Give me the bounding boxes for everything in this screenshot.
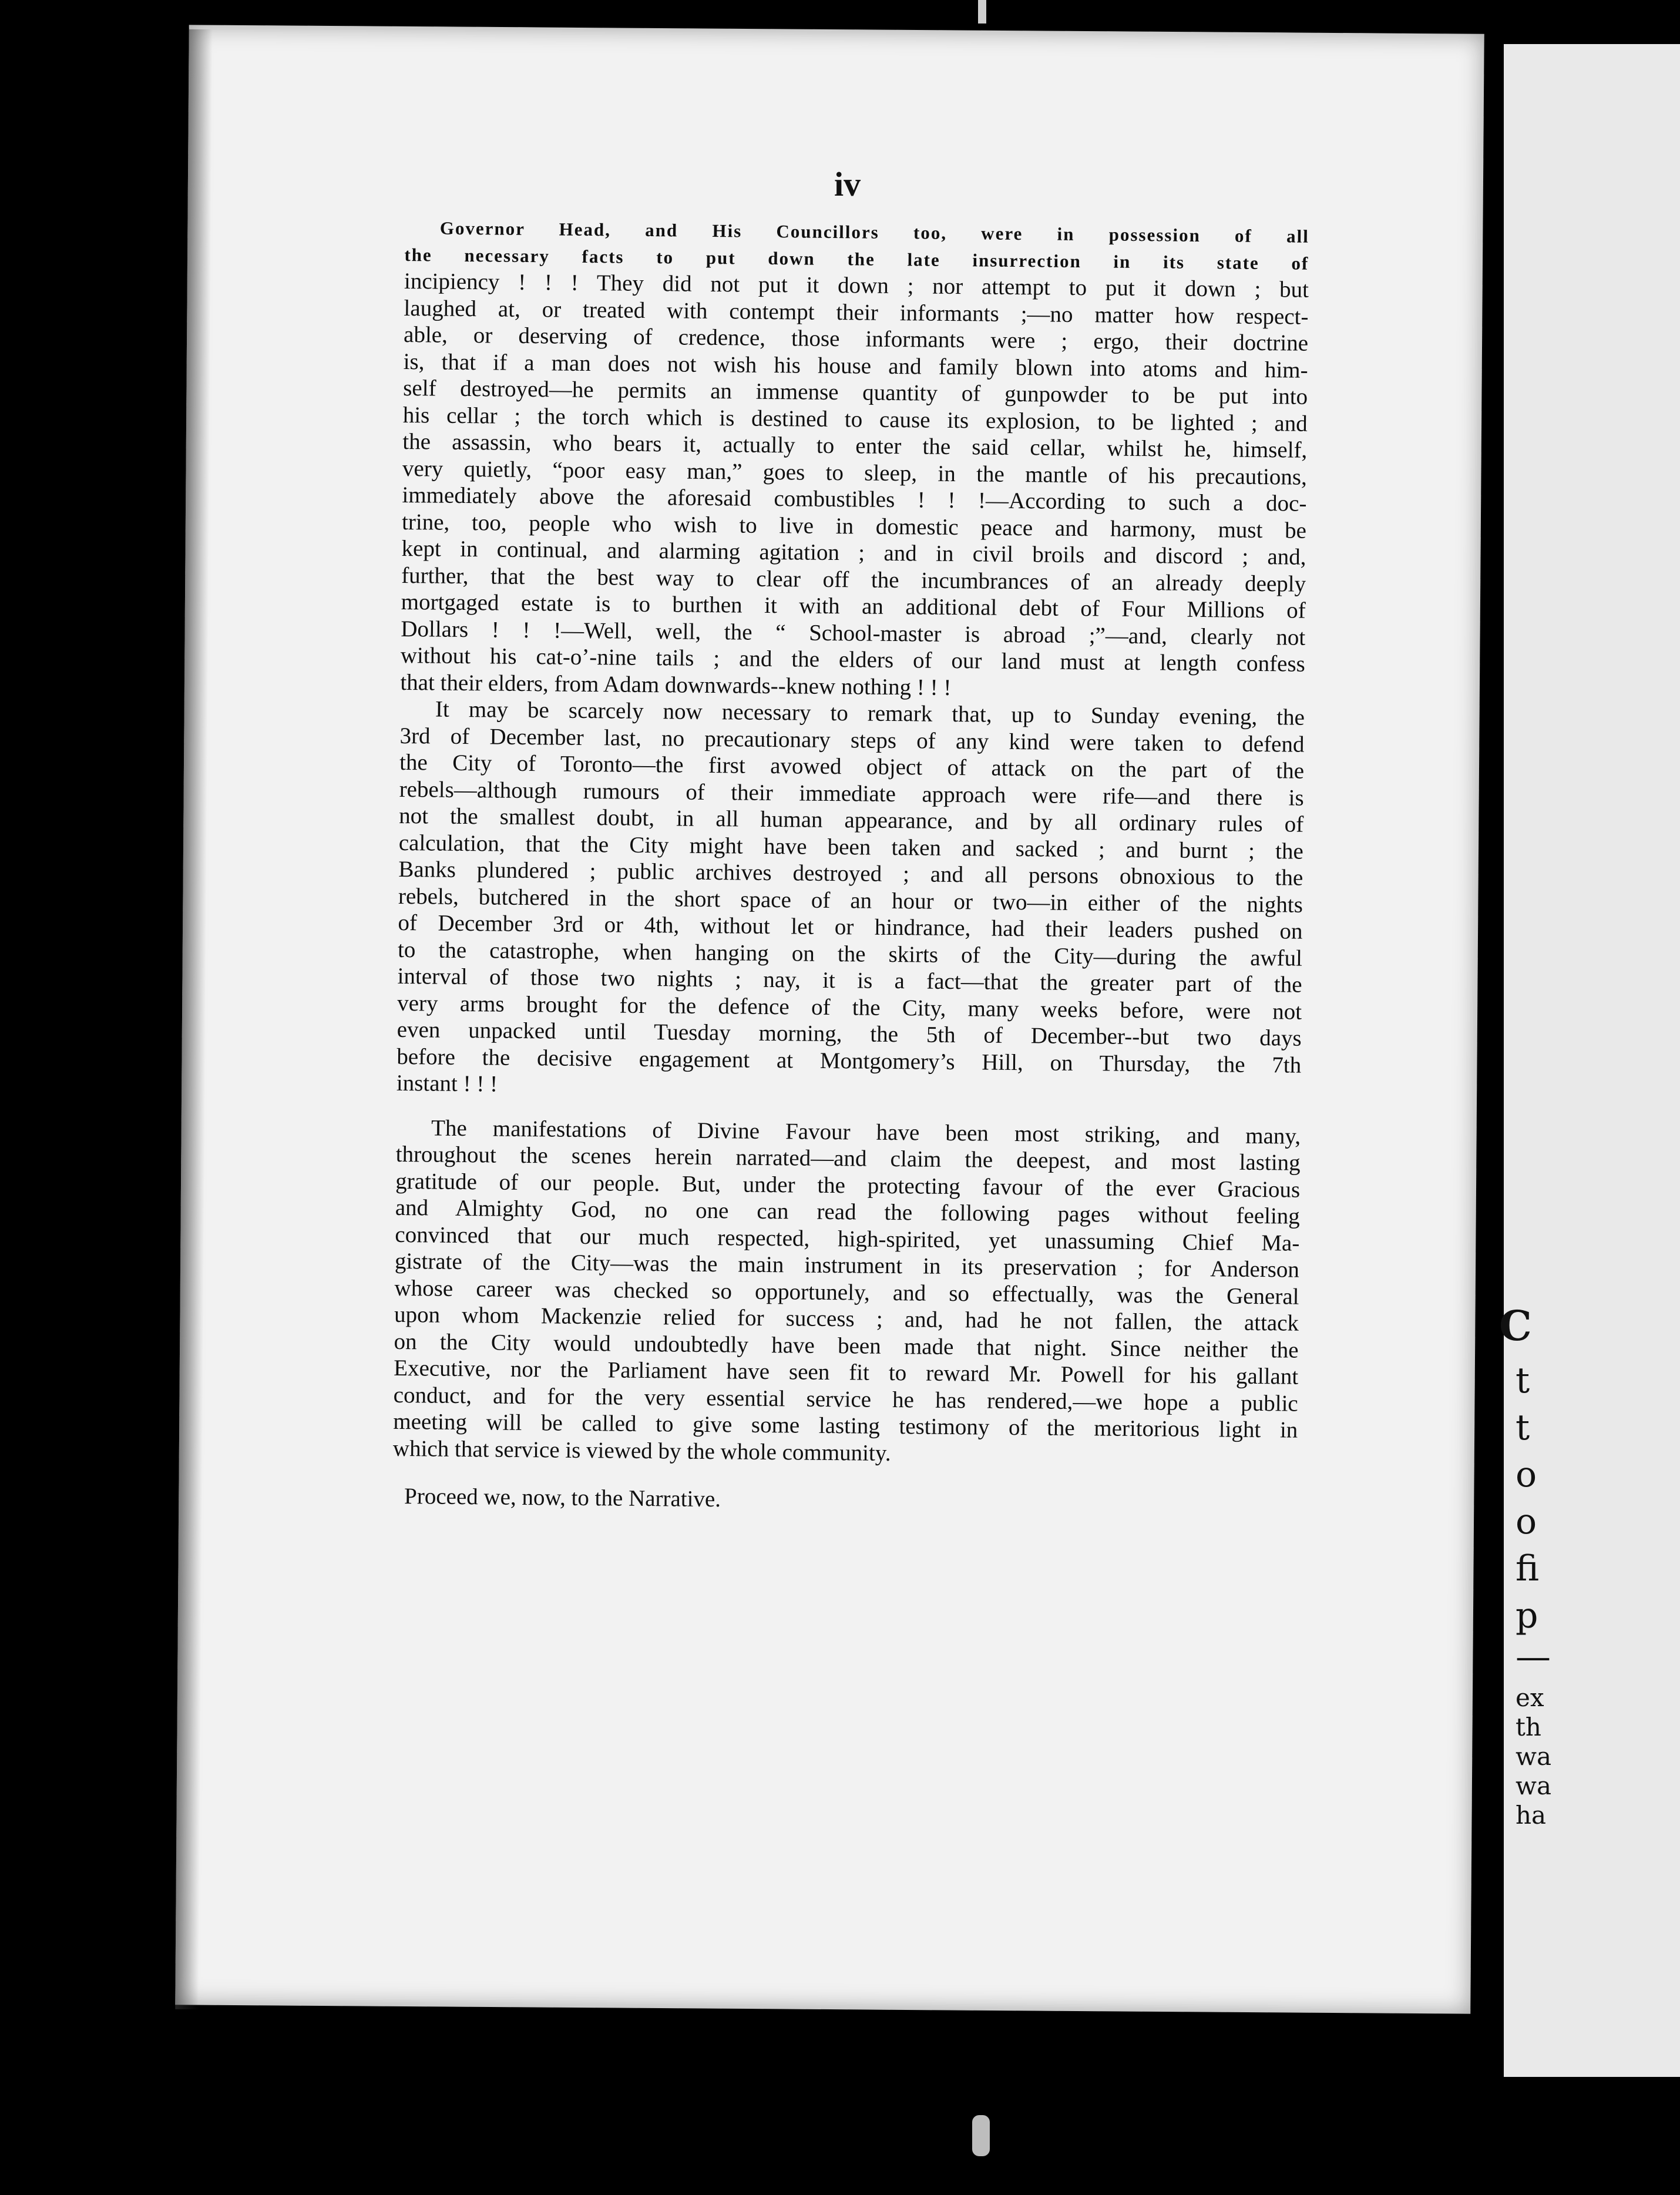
paragraph-2: [397, 696, 1305, 1105]
text-line: Governor Head, and His Councillors too, were in possession of all: [439, 217, 1309, 247]
text-line: The manifestations of Divine Favour have been most striking, and many,: [431, 1115, 1301, 1149]
text-line: upon whom Mackenzie relied for success ; and, had he not fallen, the attack: [394, 1301, 1299, 1336]
text-line: conduct, and for the very essential service he has rendered,—we hope a public: [393, 1382, 1298, 1417]
text-line: immediately above the aforesaid combustibles ! ! !—According to such a doc-: [402, 482, 1307, 516]
scan-artifact: [978, 0, 986, 24]
text-line: Dollars ! ! !—Well, well, the “ School-master is abroad ;”—and, clearly not: [401, 616, 1306, 650]
scan-artifact: [972, 2115, 990, 2156]
text-line: not the smallest doubt, in all human appearance, and by all ordinary rules of: [399, 803, 1304, 837]
text-line: interval of those two nights ; nay, it is a fact—that the greater part of the: [397, 963, 1302, 998]
text-line: instant ! ! !: [396, 1070, 498, 1097]
facing-page-fragment: wa: [1516, 1742, 1551, 1771]
text-line: kept in continual, and alarming agitation ; and in civil broils and discord ; and,: [401, 535, 1306, 570]
text-line: to the catastrophe, when hanging on the skirts of the City—during the awful: [397, 937, 1303, 971]
text-line: is, that if a man does not wish his house and family blown into atoms and him-: [403, 348, 1308, 383]
facing-page-fragment: t: [1516, 1360, 1530, 1401]
facing-page-fragment: ex: [1516, 1683, 1544, 1712]
facing-page-sliver: [1499, 44, 1680, 2077]
text-line: very quietly, “poor easy man,” goes to sleep, in the mantle of his precautions,: [402, 455, 1308, 490]
text-line: whose career was checked so opportunely, and so effectually, was the General: [394, 1275, 1299, 1310]
paragraph-3: [393, 1114, 1301, 1470]
text-line: which that service is viewed by the whole community.: [392, 1435, 891, 1466]
text-line: 3rd of December last, no precautionary steps of any kind were taken to defend: [399, 723, 1305, 757]
facing-page-fragment: C: [1499, 1301, 1532, 1350]
text-line: of December 3rd or 4th, without let or hindrance, had their leaders pushed on: [398, 909, 1303, 944]
text-line: gratitude of our people. But, under the protecting favour of the ever Gracious: [395, 1168, 1301, 1203]
text-line: Banks plundered ; public archives destroyed ; and all persons obnoxious to the: [398, 856, 1303, 891]
text-line: further, that the best way to clear off the incumbrances of an already deeply: [401, 562, 1306, 597]
text-line: incipiency ! ! ! They did not put it down ; nor attempt to put it down ; but: [404, 268, 1309, 303]
text-line: and Almighty God, no one can read the following pages without feeling: [395, 1194, 1300, 1229]
facing-page-fragment: th: [1516, 1713, 1541, 1741]
text-line: trine, too, people who wish to live in domestic peace and harmony, must be: [401, 509, 1307, 543]
text-line: before the decisive engagement at Montgomery’s Hill, on Thursday, the 7th: [397, 1043, 1302, 1078]
paragraph-1: [400, 214, 1309, 704]
text-line: throughout the scenes herein narrated—and claim the deepest, and most lasting: [395, 1141, 1301, 1176]
text-line: meeting will be called to give some lasting testimony of the meritorious light in: [393, 1408, 1298, 1443]
facing-page-fragment: —: [1516, 1636, 1551, 1677]
facing-page-fragment: o: [1516, 1454, 1537, 1495]
text-line: mortgaged estate is to burthen it with an additional debt of Four Millions of: [401, 589, 1306, 623]
text-line: rebels, butchered in the short space of an hour or two—in either of the nights: [398, 883, 1303, 918]
text-line: gistrate of the City—was the main instrument in its preservation ; for Anderson: [394, 1248, 1300, 1283]
text-line: very arms brought for the defence of the City, many weeks before, were not: [397, 990, 1302, 1025]
text-line: able, or deserving of credence, those informants were ; ergo, their doctrine: [403, 321, 1309, 356]
text-line: the assassin, who bears it, actually to enter the said cellar, whilst he, himself,: [402, 428, 1308, 463]
facing-page-fragment: t: [1516, 1407, 1530, 1448]
text-line: his cellar ; the torch which is destined to cause its explosion, to be lighted ; and: [402, 402, 1308, 437]
text-line: the necessary facts to put down the late insurrection in its state of: [404, 244, 1309, 274]
text-line: calculation, that the City might have been taken and sacked ; and burnt ; the: [398, 830, 1303, 864]
facing-page-fragment: ha: [1516, 1801, 1547, 1830]
text-line: laughed at, or treated with contempt their informants ;—no matter how respect-: [404, 295, 1309, 330]
facing-page-fragment: fi: [1516, 1548, 1540, 1589]
text-line: It may be scarcely now necessary to remark that, up to Sunday evening, the: [435, 696, 1305, 730]
page-number: iv: [834, 165, 861, 203]
text-line: that their elders, from Adam downwards--knew nothing ! ! !: [400, 669, 952, 700]
text-line: Proceed we, now, to the Narrative.: [404, 1484, 721, 1512]
text-line: rebels—although rumours of their immediate approach were rife—and there is: [399, 776, 1304, 811]
text-line: the City of Toronto—the first avowed object of attack on the part of the: [399, 749, 1305, 784]
text-line: convinced that our much respected, high-spirited, yet unassuming Chief Ma-: [395, 1221, 1300, 1256]
facing-page-fragment: o: [1516, 1501, 1537, 1542]
text-line: self destroyed—he permits an immense quantity of gunpowder to be put into: [403, 375, 1308, 410]
facing-page-fragment: wa: [1516, 1771, 1551, 1800]
body-text: [392, 159, 1310, 1518]
text-line: even unpacked until Tuesday morning, the 5th of December--but two days: [397, 1016, 1302, 1051]
text-line: without his cat-o’-nine tails ; and the elders of our land must at length confess: [400, 642, 1306, 677]
facing-page-fragment: p: [1516, 1595, 1538, 1636]
text-line: Executive, nor the Parliament have seen fit to reward Mr. Powell for his gallant: [394, 1355, 1299, 1390]
text-line: on the City would undoubtedly have been made that night. Since neither the: [394, 1328, 1299, 1363]
